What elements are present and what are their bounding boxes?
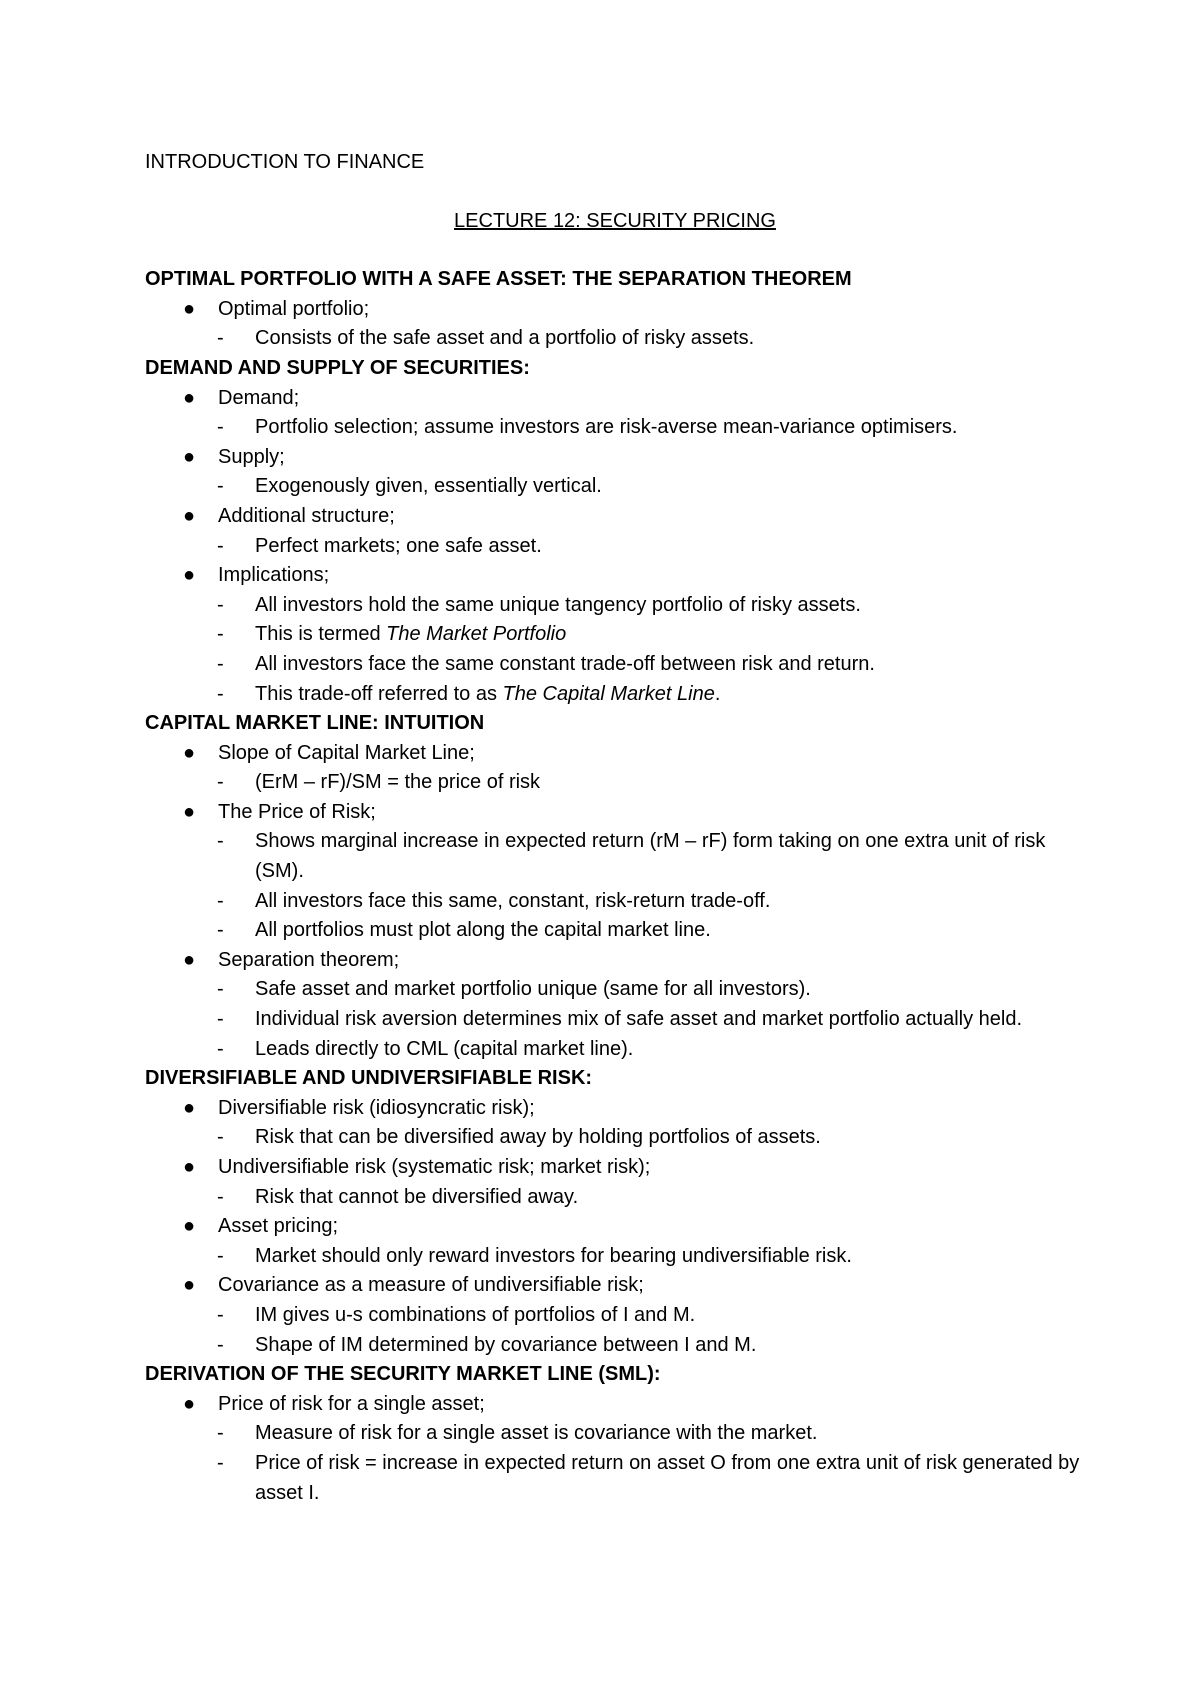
bullet-text: Separation theorem; [218, 948, 400, 971]
dash-marker: - [217, 623, 224, 646]
sub-item-text: Risk that can be diversified away by holding portfolios of assets. [255, 1126, 821, 1149]
bullet-item [145, 1390, 1085, 1420]
dash-marker: - [217, 1244, 224, 1267]
sub-item [145, 1301, 1085, 1331]
bullet-dot-icon: ● [183, 1215, 196, 1238]
sub-item-text: Risk that cannot be diversified away. [255, 1185, 579, 1208]
bullet-item [145, 1153, 1085, 1183]
sub-item-text: All portfolios must plot along the capital market line. [255, 919, 711, 942]
section-heading: OPTIMAL PORTFOLIO WITH A SAFE ASSET: THE SEPARATION THEOREM [145, 268, 852, 291]
sub-item-text: Leads directly to CML (capital market line). [255, 1037, 634, 1060]
sub-item [145, 827, 1085, 886]
bullet-item [145, 1212, 1085, 1242]
lecture-title: LECTURE 12: SECURITY PRICING [454, 209, 776, 232]
bullet-dot-icon: ● [183, 741, 196, 764]
bullet-dot-icon: ● [183, 445, 196, 468]
sub-item-text: IM gives u-s combinations of portfolios of I and M. [255, 1303, 696, 1326]
sub-item [145, 1183, 1085, 1213]
dash-marker: - [217, 1333, 224, 1356]
dash-marker: - [217, 1008, 224, 1031]
bullet-text: The Price of Risk; [218, 800, 376, 823]
section-heading: CAPITAL MARKET LINE: INTUITION [145, 712, 485, 735]
dash-marker: - [217, 534, 224, 557]
bullet-text: Optimal portfolio; [218, 297, 370, 320]
dash-marker: - [217, 1451, 224, 1474]
dash-marker: - [217, 889, 224, 912]
dash-marker: - [217, 1185, 224, 1208]
bullet-text: Implications; [218, 564, 330, 587]
dash-marker: - [217, 652, 224, 675]
sub-item-text: All investors face the same constant trade-off between risk and return. [255, 652, 875, 675]
sub-item [145, 620, 1085, 650]
bullet-dot-icon: ● [183, 386, 196, 409]
sub-item [145, 650, 1085, 680]
sub-item [145, 532, 1085, 562]
sub-item-text: Consists of the safe asset and a portfolio of risky assets. [255, 327, 755, 350]
bullet-dot-icon: ● [183, 800, 196, 823]
bullet-item [145, 946, 1085, 976]
bullet-text: Demand; [218, 386, 300, 409]
bullet-text: Additional structure; [218, 504, 395, 527]
sub-item-text: This is termed [255, 623, 387, 646]
sub-item [145, 975, 1085, 1005]
bullet-text: Diversifiable risk (idiosyncratic risk); [218, 1096, 535, 1119]
bullet-text: Undiversifiable risk (systematic risk; market risk); [218, 1156, 651, 1178]
sub-item-text: All investors hold the same unique tangency portfolio of risky assets. [255, 593, 861, 616]
bullet-item [145, 798, 1085, 828]
sub-item [145, 1123, 1085, 1153]
sub-item-text: Exogenously given, essentially vertical. [255, 475, 602, 498]
sub-item [145, 591, 1085, 621]
bullet-dot-icon: ● [183, 504, 196, 527]
bullet-text: Covariance as a measure of undiversifiable risk; [218, 1274, 644, 1297]
sub-item-text: Portfolio selection; assume investors are risk-averse mean-variance optimisers. [255, 416, 958, 439]
bullet-item [145, 1271, 1085, 1301]
sub-item-text: Price of risk = increase in expected return on asset O from one extra unit of risk generated by asset I. [255, 1451, 1080, 1504]
section-heading: DERIVATION OF THE SECURITY MARKET LINE (SML): [145, 1363, 661, 1386]
sub-item-text: (ErM – rF)/SM = the price of risk [255, 771, 541, 794]
bullet-dot-icon: ● [183, 1274, 196, 1297]
dash-marker: - [217, 919, 224, 942]
sub-item [145, 887, 1085, 917]
bullet-dot-icon: ● [183, 1096, 196, 1119]
sub-item [145, 768, 1085, 798]
section-heading: DEMAND AND SUPPLY OF SECURITIES: [145, 356, 530, 379]
bullet-text: Slope of Capital Market Line; [218, 741, 475, 764]
italic-term: The Capital Market Line [502, 682, 715, 705]
sub-item-text: Safe asset and market portfolio unique (same for all investors). [255, 978, 811, 1001]
bullet-dot-icon: ● [183, 948, 196, 971]
bullet-dot-icon: ● [183, 1392, 196, 1415]
sub-item [145, 1449, 1085, 1508]
dash-marker: - [217, 771, 224, 794]
dash-marker: - [217, 593, 224, 616]
bullet-item [145, 295, 1085, 325]
section-heading: DIVERSIFIABLE AND UNDIVERSIFIABLE RISK: [145, 1067, 593, 1090]
sub-item [145, 324, 1085, 354]
sub-item-text: Market should only reward investors for bearing undiversifiable risk. [255, 1244, 852, 1267]
dash-marker: - [217, 682, 224, 705]
sub-item-text: Measure of risk for a single asset is covariance with the market. [255, 1422, 818, 1445]
bullet-text: Supply; [218, 445, 285, 468]
document-page [145, 148, 1085, 1508]
dash-marker: - [217, 1303, 224, 1326]
sub-item [145, 413, 1085, 443]
sections-container [145, 265, 1085, 1508]
sub-item [145, 1005, 1085, 1035]
sub-item-text: . [714, 682, 721, 705]
sub-item-text: All investors face this same, constant, risk-return trade-off. [255, 889, 771, 912]
sub-item [145, 1242, 1085, 1272]
dash-marker: - [217, 830, 224, 853]
bullet-item [145, 739, 1085, 769]
bullet-item [145, 561, 1085, 591]
sub-item-text: This trade-off referred to as [255, 682, 503, 705]
dash-marker: - [217, 1422, 224, 1445]
course-title: INTRODUCTION TO FINANCE [145, 151, 425, 173]
sub-item-text: Perfect markets; one safe asset. [255, 534, 542, 557]
sub-item [145, 1331, 1085, 1361]
dash-marker: - [217, 416, 224, 439]
dash-marker: - [217, 1037, 224, 1060]
italic-term: The Market Portfolio [386, 623, 567, 646]
sub-item [145, 1419, 1085, 1449]
sub-item [145, 680, 1085, 710]
bullet-item [145, 502, 1085, 532]
bullet-text: Price of risk for a single asset; [218, 1392, 485, 1415]
bullet-item [145, 1094, 1085, 1124]
dash-marker: - [217, 978, 224, 1001]
bullet-item [145, 443, 1085, 473]
sub-item-text: Shape of IM determined by covariance between I and M. [255, 1333, 757, 1356]
sub-item-text: Shows marginal increase in expected return (rM – rF) form taking on one extra unit of risk (SM). [255, 830, 1046, 883]
sub-item [145, 1035, 1085, 1065]
sub-item [145, 916, 1085, 946]
bullet-dot-icon: ● [183, 1156, 196, 1178]
sub-item [145, 472, 1085, 502]
bullet-dot-icon: ● [183, 564, 196, 587]
sub-item-text: Individual risk aversion determines mix of safe asset and market portfolio actually held. [255, 1008, 1023, 1031]
bullet-text: Asset pricing; [218, 1215, 339, 1238]
dash-marker: - [217, 475, 224, 498]
dash-marker: - [217, 1126, 224, 1149]
bullet-dot-icon: ● [183, 297, 196, 320]
bullet-item [145, 384, 1085, 414]
dash-marker: - [217, 327, 224, 350]
